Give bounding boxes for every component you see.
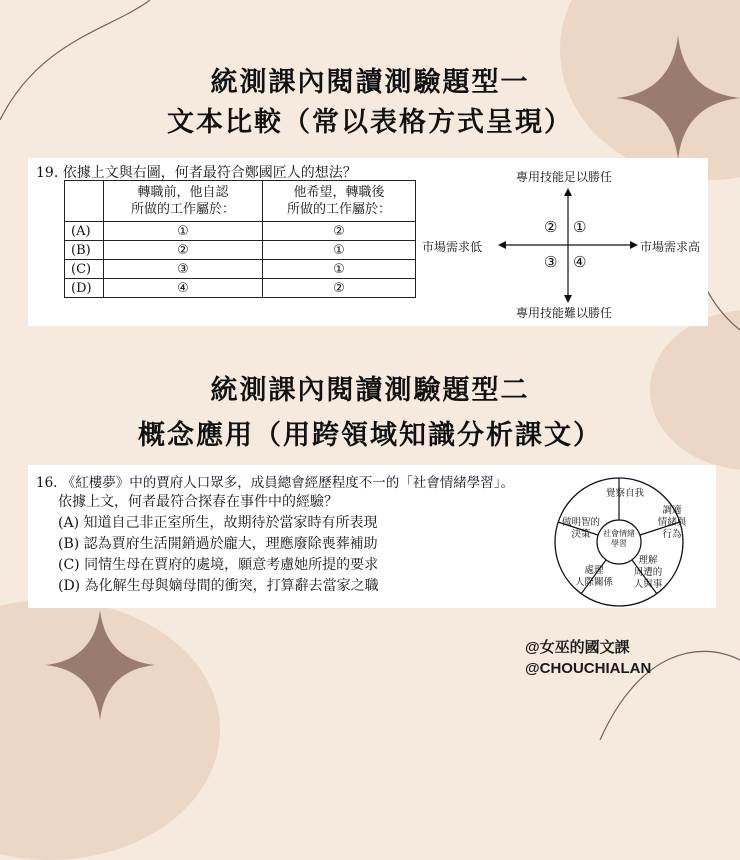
seg-bottom-left-line1: 處理 — [584, 565, 604, 576]
heading-type-one-line2: 文本比較（常以表格方式呈現） — [167, 107, 573, 138]
wheel-center-line2: 學習 — [611, 539, 627, 548]
quadrant-axes — [498, 188, 638, 303]
seg-bottom-right-line3: 人與事 — [633, 579, 663, 590]
seg-bottom-left-line2: 人際關係 — [574, 577, 613, 588]
table-header-before — [104, 181, 263, 222]
wheel-seg-bottom-left — [568, 565, 620, 589]
comparison-table — [64, 180, 416, 298]
seg-right-line1: 調適 — [662, 505, 682, 516]
option-a: (A) 知道自己非正室所生，故期待於當家時有所表現 — [58, 515, 378, 531]
wheel-seg-right — [650, 505, 694, 541]
before-value: ① — [104, 222, 263, 241]
table-row — [65, 241, 416, 260]
table-header-row — [65, 181, 416, 222]
arrow-down-icon — [564, 295, 572, 303]
wheel-center-line1: 社會情緒 — [603, 529, 635, 538]
seg-bottom-right-line1: 理解 — [638, 555, 658, 566]
arrow-left-icon — [498, 241, 506, 249]
credit-line1: @女巫的國文課 — [525, 639, 630, 656]
header-after-line2: 所做的工作屬於： — [286, 202, 391, 217]
option-c: (C) 同情生母在賈府的處境，願意考慮她所提的要求 — [58, 557, 379, 573]
after-value: ② — [263, 279, 416, 298]
header-after-line1: 他希望，轉職後 — [293, 185, 385, 200]
diagram-bottom-label: 專用技能難以勝任 — [516, 306, 613, 320]
after-value: ① — [263, 260, 416, 279]
star-icon — [45, 610, 155, 720]
after-value: ② — [263, 222, 416, 241]
question-19-card — [28, 158, 708, 326]
seg-left-line1: 做明智的 — [561, 517, 600, 528]
table-corner-cell — [65, 181, 104, 222]
seg-right-line2: 情緒與 — [657, 517, 687, 528]
option-d: (D) 為化解生母與嫡母間的衝突，打算辭去當家之職 — [58, 578, 379, 594]
diagram-left-label: 市場需求低 — [422, 240, 483, 254]
quadrant-1: ① — [573, 218, 587, 236]
arrow-up-icon — [564, 188, 572, 196]
header-before-line2: 所做的工作屬於： — [130, 202, 235, 217]
arrow-right-icon — [630, 241, 638, 249]
wheel-seg-left — [556, 517, 606, 541]
credit-line2: @CHOUCHIALAN — [525, 660, 652, 677]
quadrant-4: ④ — [573, 253, 587, 271]
table-row — [65, 222, 416, 241]
seg-right-line3: 行為 — [662, 529, 682, 540]
quadrant-3: ③ — [544, 253, 558, 271]
heading-type-two-line1: 統測課內閱讀測驗題型二 — [210, 375, 530, 406]
option-b: (B) 認為賈府生活開銷過於龐大，理應廢除喪葬補助 — [58, 536, 378, 552]
before-value: ④ — [104, 279, 263, 298]
table-header-after — [263, 181, 416, 222]
option-label: (A) — [65, 222, 104, 241]
quadrant-2: ② — [544, 218, 558, 236]
question-16-stem-line2: 依據上文，何者最符合探春在事件中的經驗？ — [58, 494, 338, 510]
option-label: (B) — [65, 241, 104, 260]
before-value: ③ — [104, 260, 263, 279]
header-before-line1: 轉職前，他自認 — [137, 185, 229, 200]
option-label: (C) — [65, 260, 104, 279]
before-value: ② — [104, 241, 263, 260]
wheel-seg-top: 覺察自我 — [605, 488, 644, 499]
diagram-right-label: 市場需求高 — [640, 240, 701, 254]
after-value: ① — [263, 241, 416, 260]
seg-left-line2: 決策 — [571, 529, 591, 540]
question-16-card — [28, 465, 716, 608]
table-row — [65, 279, 416, 298]
option-label: (D) — [65, 279, 104, 298]
heading-type-one-line1: 統測課內閱讀測驗題型一 — [210, 67, 530, 98]
wheel-seg-bottom-right — [626, 555, 670, 591]
question-16-stem-line1: 16. 《紅樓夢》中的賈府人口眾多，成員總會經歷程度不一的「社會情緒學習」。 — [36, 475, 515, 491]
question-19-stem: 19. 依據上文與右圖，何者最符合鄭國匠人的想法？ — [36, 165, 357, 181]
diagram-top-label: 專用技能足以勝任 — [516, 170, 613, 184]
heading-type-two-line2: 概念應用（用跨領域知識分析課文） — [138, 420, 602, 451]
table-row — [65, 260, 416, 279]
seg-bottom-right-line2: 周遭的 — [633, 567, 663, 578]
